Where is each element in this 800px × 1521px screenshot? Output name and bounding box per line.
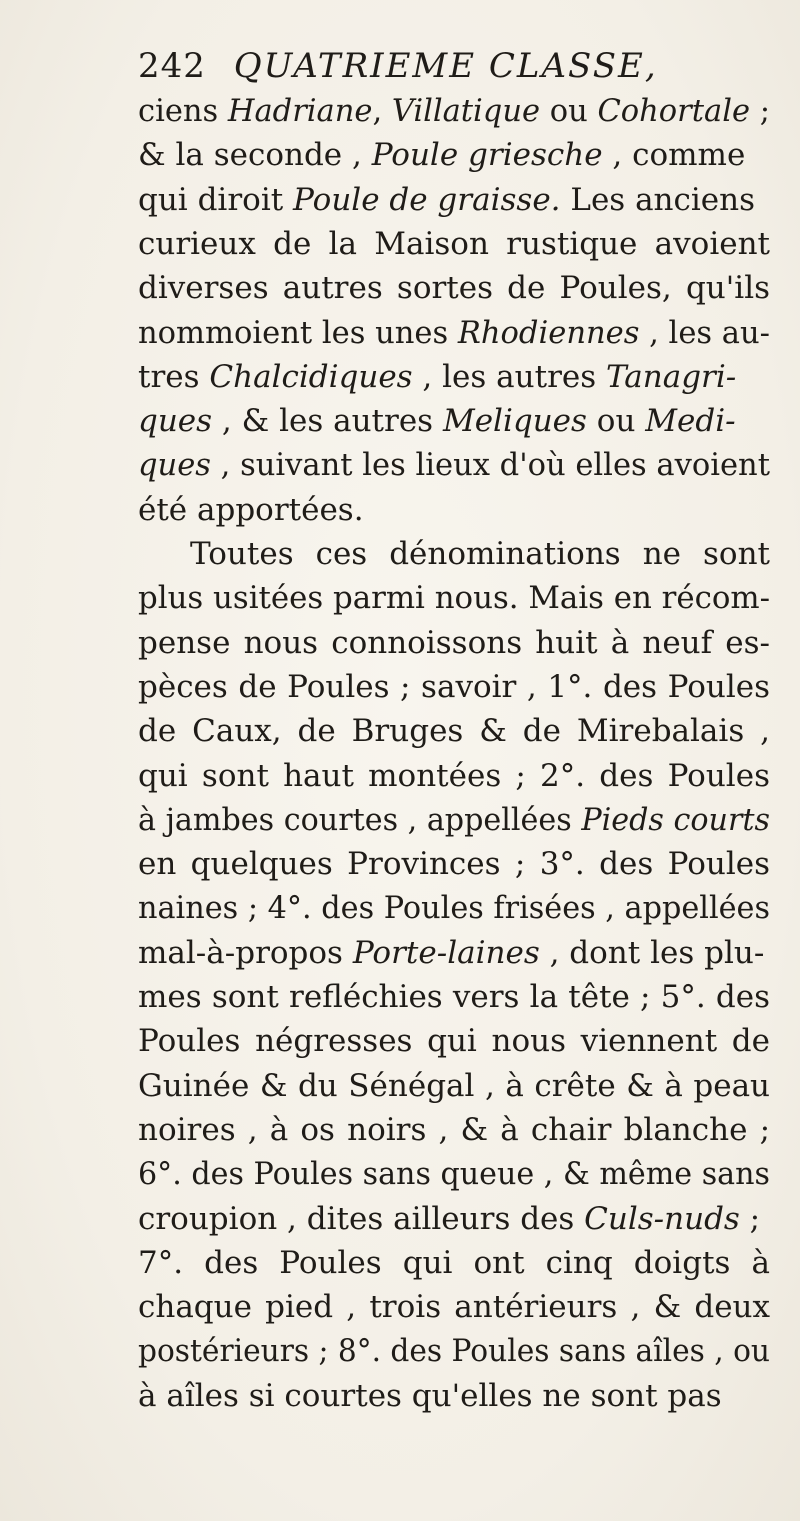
text-line	[138, 180, 755, 220]
italic-term: Cohortale	[597, 93, 751, 129]
italic-term: Villatique	[391, 93, 541, 129]
text-run: Guinée & du Sénégal , à crête & à peau	[138, 1067, 771, 1104]
text-run: Poules négresses qui nous viennent de	[138, 1023, 771, 1060]
italic-term: Poule griesche	[371, 137, 603, 174]
text-run: noires , à os noirs , & à chair blanche ;	[138, 1111, 771, 1148]
text-line	[138, 1110, 770, 1150]
text-run: 6°. des Poules sans queue , & même sans	[138, 1156, 771, 1193]
text-line	[138, 667, 770, 707]
text-run: à aîles si courtes qu'elles ne sont pas	[138, 1377, 722, 1414]
text-run: été apportées.	[138, 491, 364, 528]
italic-term: Tanagri-	[606, 358, 737, 395]
text-line	[138, 578, 770, 618]
text-line	[138, 933, 764, 973]
text-run: qui diroit	[138, 181, 294, 218]
italic-term: ques	[138, 403, 213, 440]
text-run: ;	[739, 1200, 761, 1237]
text-run: , suivant les lieux d'où elles avoient	[210, 447, 770, 484]
text-run: chaque pied , trois antérieurs , & deux	[138, 1289, 770, 1326]
italic-term: ques	[138, 447, 211, 484]
running-title: QUATRIEME CLASSE,	[233, 46, 658, 86]
text-run: ou	[586, 403, 646, 440]
text-run: postérieurs ; 8°. des Poules sans aîles , ou	[138, 1333, 771, 1370]
page-number: 242	[138, 46, 206, 86]
text-run: ,	[372, 93, 392, 129]
text-run: , les autres	[412, 358, 606, 395]
italic-term: Poule de graisse.	[293, 181, 561, 218]
text-line	[138, 224, 770, 264]
text-run: curieux de la Maison rustique avoient	[138, 225, 770, 262]
text-line	[138, 135, 745, 175]
text-line	[138, 844, 770, 884]
text-run: plus usitées parmi nous. Mais en récom-	[138, 580, 771, 617]
text-run: Toutes ces dénominations ne sont	[190, 536, 770, 572]
text-line	[138, 445, 770, 485]
text-run: en quelques Provinces ; 3°. des Poules	[138, 846, 770, 883]
text-line	[138, 711, 770, 751]
text-run: pense nous connoissons huit à neuf es-	[138, 624, 770, 661]
text-run: croupion , dites ailleurs des	[138, 1200, 585, 1237]
text-run: ;	[750, 93, 770, 129]
text-line	[138, 977, 770, 1017]
text-run: ciens	[138, 93, 228, 129]
italic-term: Meliques	[442, 403, 587, 440]
italic-term: Culs-nuds	[584, 1200, 740, 1237]
text-line	[138, 623, 770, 663]
text-run: Les anciens	[560, 181, 756, 218]
text-run: ou	[540, 93, 598, 129]
text-line	[138, 1066, 770, 1106]
text-run: à jambes courtes , appellées	[138, 801, 582, 838]
text-line	[138, 401, 736, 441]
italic-term: Hadriane	[227, 93, 373, 129]
text-run: qui sont haut montées ; 2°. des Poules	[138, 757, 770, 794]
text-run: pèces de Poules ; savoir , 1°. des Poules	[138, 668, 771, 705]
italic-term: Rhodiennes	[457, 314, 640, 351]
italic-term: Medi-	[645, 403, 736, 440]
running-header	[138, 44, 658, 88]
text-run: , comme	[602, 137, 746, 174]
text-line	[138, 1199, 760, 1239]
text-line	[138, 91, 770, 131]
text-run: de Caux, de Bruges & de Mirebalais ,	[138, 713, 771, 750]
text-run: , & les autres	[212, 403, 443, 440]
text-run: naines ; 4°. des Poules frisées , appellées	[138, 890, 771, 927]
text-run: , les au-	[639, 314, 770, 351]
italic-term: Pieds courts	[581, 801, 770, 838]
text-line	[138, 1021, 770, 1061]
italic-term: Porte-laines	[352, 934, 540, 971]
text-run: tres	[138, 358, 210, 395]
text-line	[138, 800, 770, 840]
text-run: , dont les plu-	[539, 934, 765, 971]
text-line	[138, 268, 770, 308]
text-line	[138, 357, 736, 397]
text-run: mal-à-propos	[138, 934, 353, 971]
italic-term: Chalcidiques	[209, 358, 413, 395]
text-line	[138, 1154, 770, 1194]
text-line	[190, 534, 770, 574]
text-run: mes sont refléchies vers la tête ; 5°. des	[138, 979, 771, 1015]
text-line	[138, 1287, 770, 1327]
text-line	[138, 888, 770, 928]
text-line	[138, 313, 770, 353]
text-line	[138, 756, 770, 796]
text-line	[138, 1376, 722, 1416]
text-run: 7°. des Poules qui ont cinq doigts à	[138, 1244, 770, 1281]
text-line	[138, 490, 364, 530]
text-run: nommoient les unes	[138, 314, 458, 351]
text-line	[138, 1243, 770, 1283]
text-run: & la seconde ,	[138, 137, 372, 174]
text-run: diverses autres sortes de Poules, qu'ils	[138, 270, 771, 307]
text-line	[138, 1331, 770, 1371]
